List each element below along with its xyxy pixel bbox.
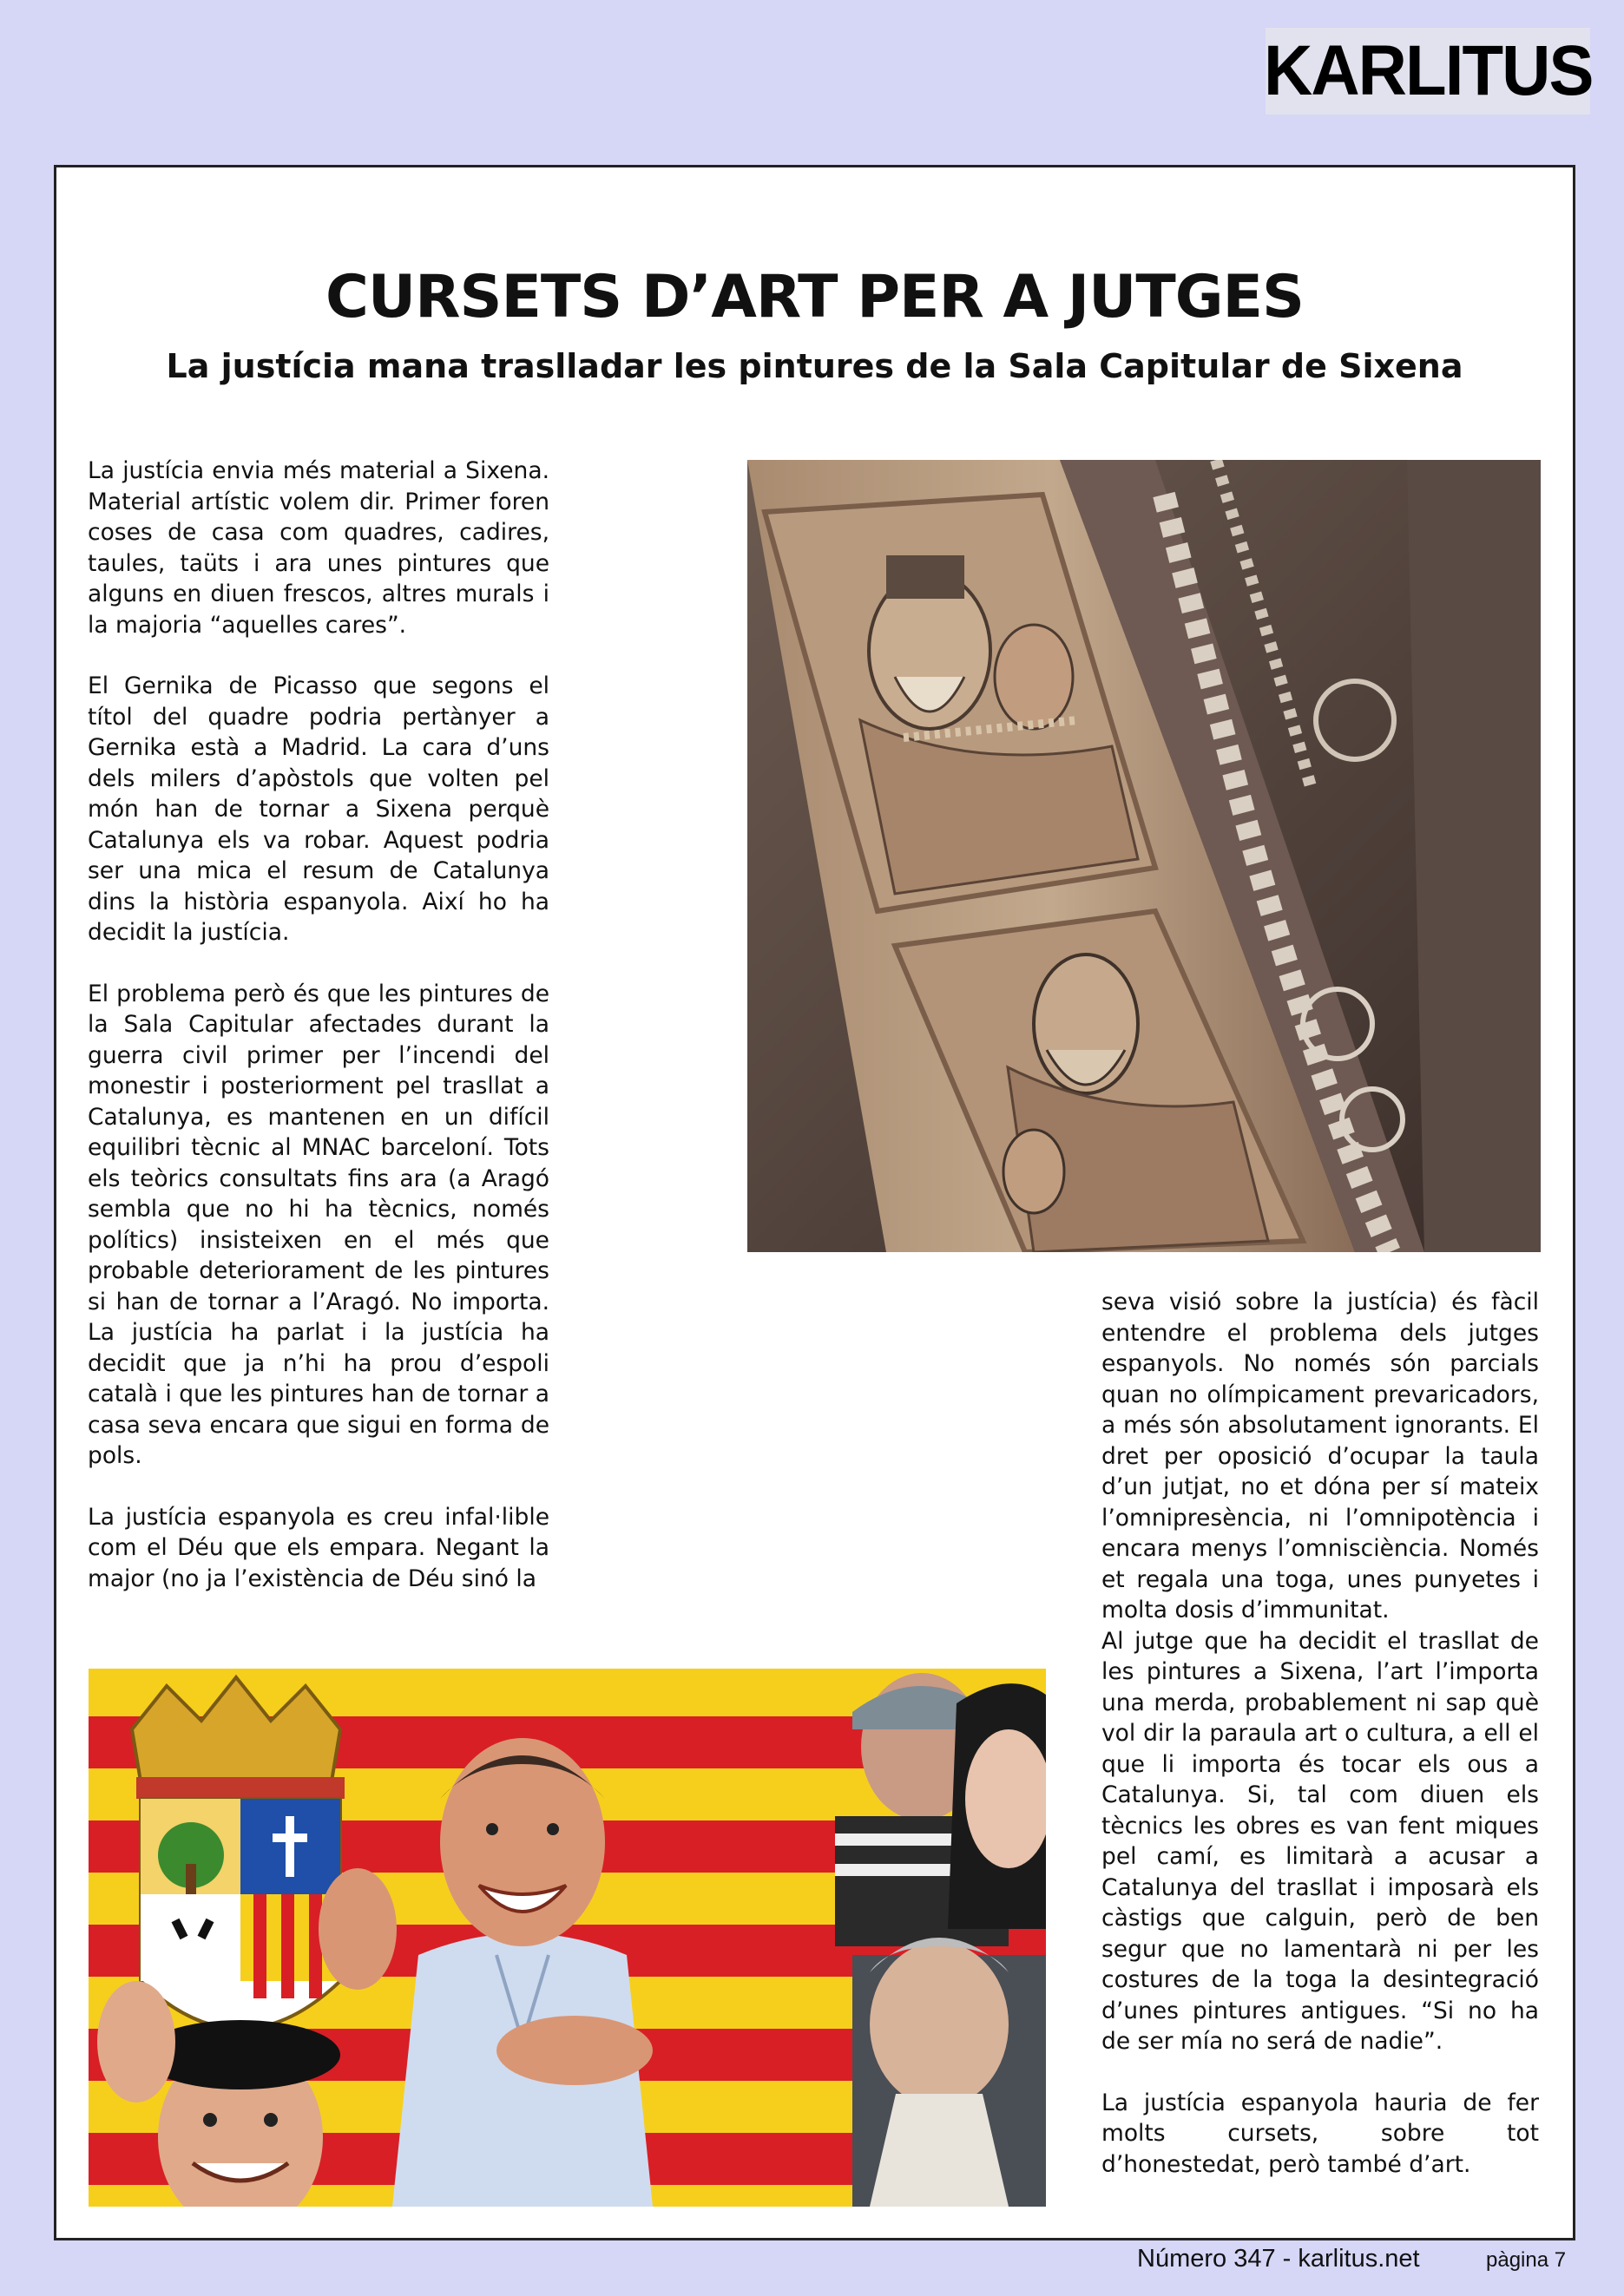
paragraph: La justícia envia més material a Sixena. Material artístic volem dir. Primer foren coses de casa com quadres, cadires, taules, taüts i ara unes pintures que alguns en diuen frescos, altres murals i la majoria “aquelles cares”.	[88, 457, 549, 639]
collage-illustration	[89, 1669, 1046, 2207]
aragon-collage-photo	[89, 1669, 1046, 2207]
logo-text: KARLITUS	[1263, 31, 1593, 110]
masthead-logo	[1263, 28, 1593, 115]
fresco-illustration	[747, 460, 1541, 1252]
article-subtitle: La justícia mana traslladar les pintures de la Sala Capitular de Sixena	[166, 347, 1463, 385]
footer-page-number: pàgina 7	[1486, 2248, 1567, 2272]
paragraph: El Gernika de Picasso que segons el títol del quadre podria pertànyer a Gernika està a Madrid. La cara d’uns dels milers d’apòstols que volten pel món han de tornar a Sixena perquè Catalunya els va robar. Aquest podria ser una mica el resum de Catalunya dins la història espanyola. Així ho ha decidit la justícia.	[88, 672, 549, 946]
paragraph: La justícia espanyola hauria de fer molts cursets, sobre tot d’honestedat, però també d’art.	[1101, 2089, 1539, 2178]
paragraph: seva visió sobre la justícia) és fàcil entendre el problema dels jutges espanyols. No només són parcials quan no olímpicament prevaricadors, a més són absolutament ignorants. El dret per oposició d’ocupar la taula d’un jutjat, no et dóna per sí mateix l’omnipresència, ni l’omnipotència i encara menys l’omnisciència. Només et regala una toga, unes punyetes i molta dosis d’immunitat.	[1101, 1289, 1539, 1624]
article-title: CURSETS D’ART PER A JUTGES	[325, 263, 1304, 331]
paragraph: Al jutge que ha decidit el trasllat de les pintures a Sixena, l’art l’importa una merda, probablement ni sap què vol dir la paraula art o cultura, a ell el que li importa és tocar els ous a Catalunya. Si, tal com diuen els tècnics les obres es van fent miques pel camí, es limitarà a acusar a Catalunya del trasllat i imposarà els càstigs que calguin, però de ben segur que no lamentarà ni per les costures de la toga la desintegració d’unes pintures antigues. “Si no ha de ser mía no será de nadie”.	[1101, 1627, 1539, 2055]
fresco-photo	[747, 460, 1541, 1252]
footer-issue: Número 347 - karlitus.net	[1137, 2245, 1420, 2273]
right-column	[1101, 1287, 1539, 2180]
paragraph: El problema però és que les pintures de la Sala Capitular afectades durant la guerra civil primer per l’incendi del monestir i posteriorment pel trasllat a Catalunya, es mantenen en un difícil equilibri tècnic al MNAC barceloní. Tots els teòrics consultats fins ara (a Aragó sembla que no hi ha tècnics, només polítics) insisteixen en el més que probable deteriorament de les pintures si han de tornar a l’Aragó. No importa. La justícia ha parlat i la justícia ha decidit que ja n’hi ha prou d’espoli català i que les pintures han de tornar a casa seva encara que sigui en forma de pols.	[88, 980, 549, 1469]
left-column	[88, 456, 549, 1594]
paragraph: La justícia espanyola es creu infal·lible com el Déu que els empara. Negant la major (no ja l’existència de Déu sinó la	[88, 1503, 549, 1592]
coat-of-arms	[132, 1677, 345, 2029]
article-page	[54, 165, 1575, 2240]
